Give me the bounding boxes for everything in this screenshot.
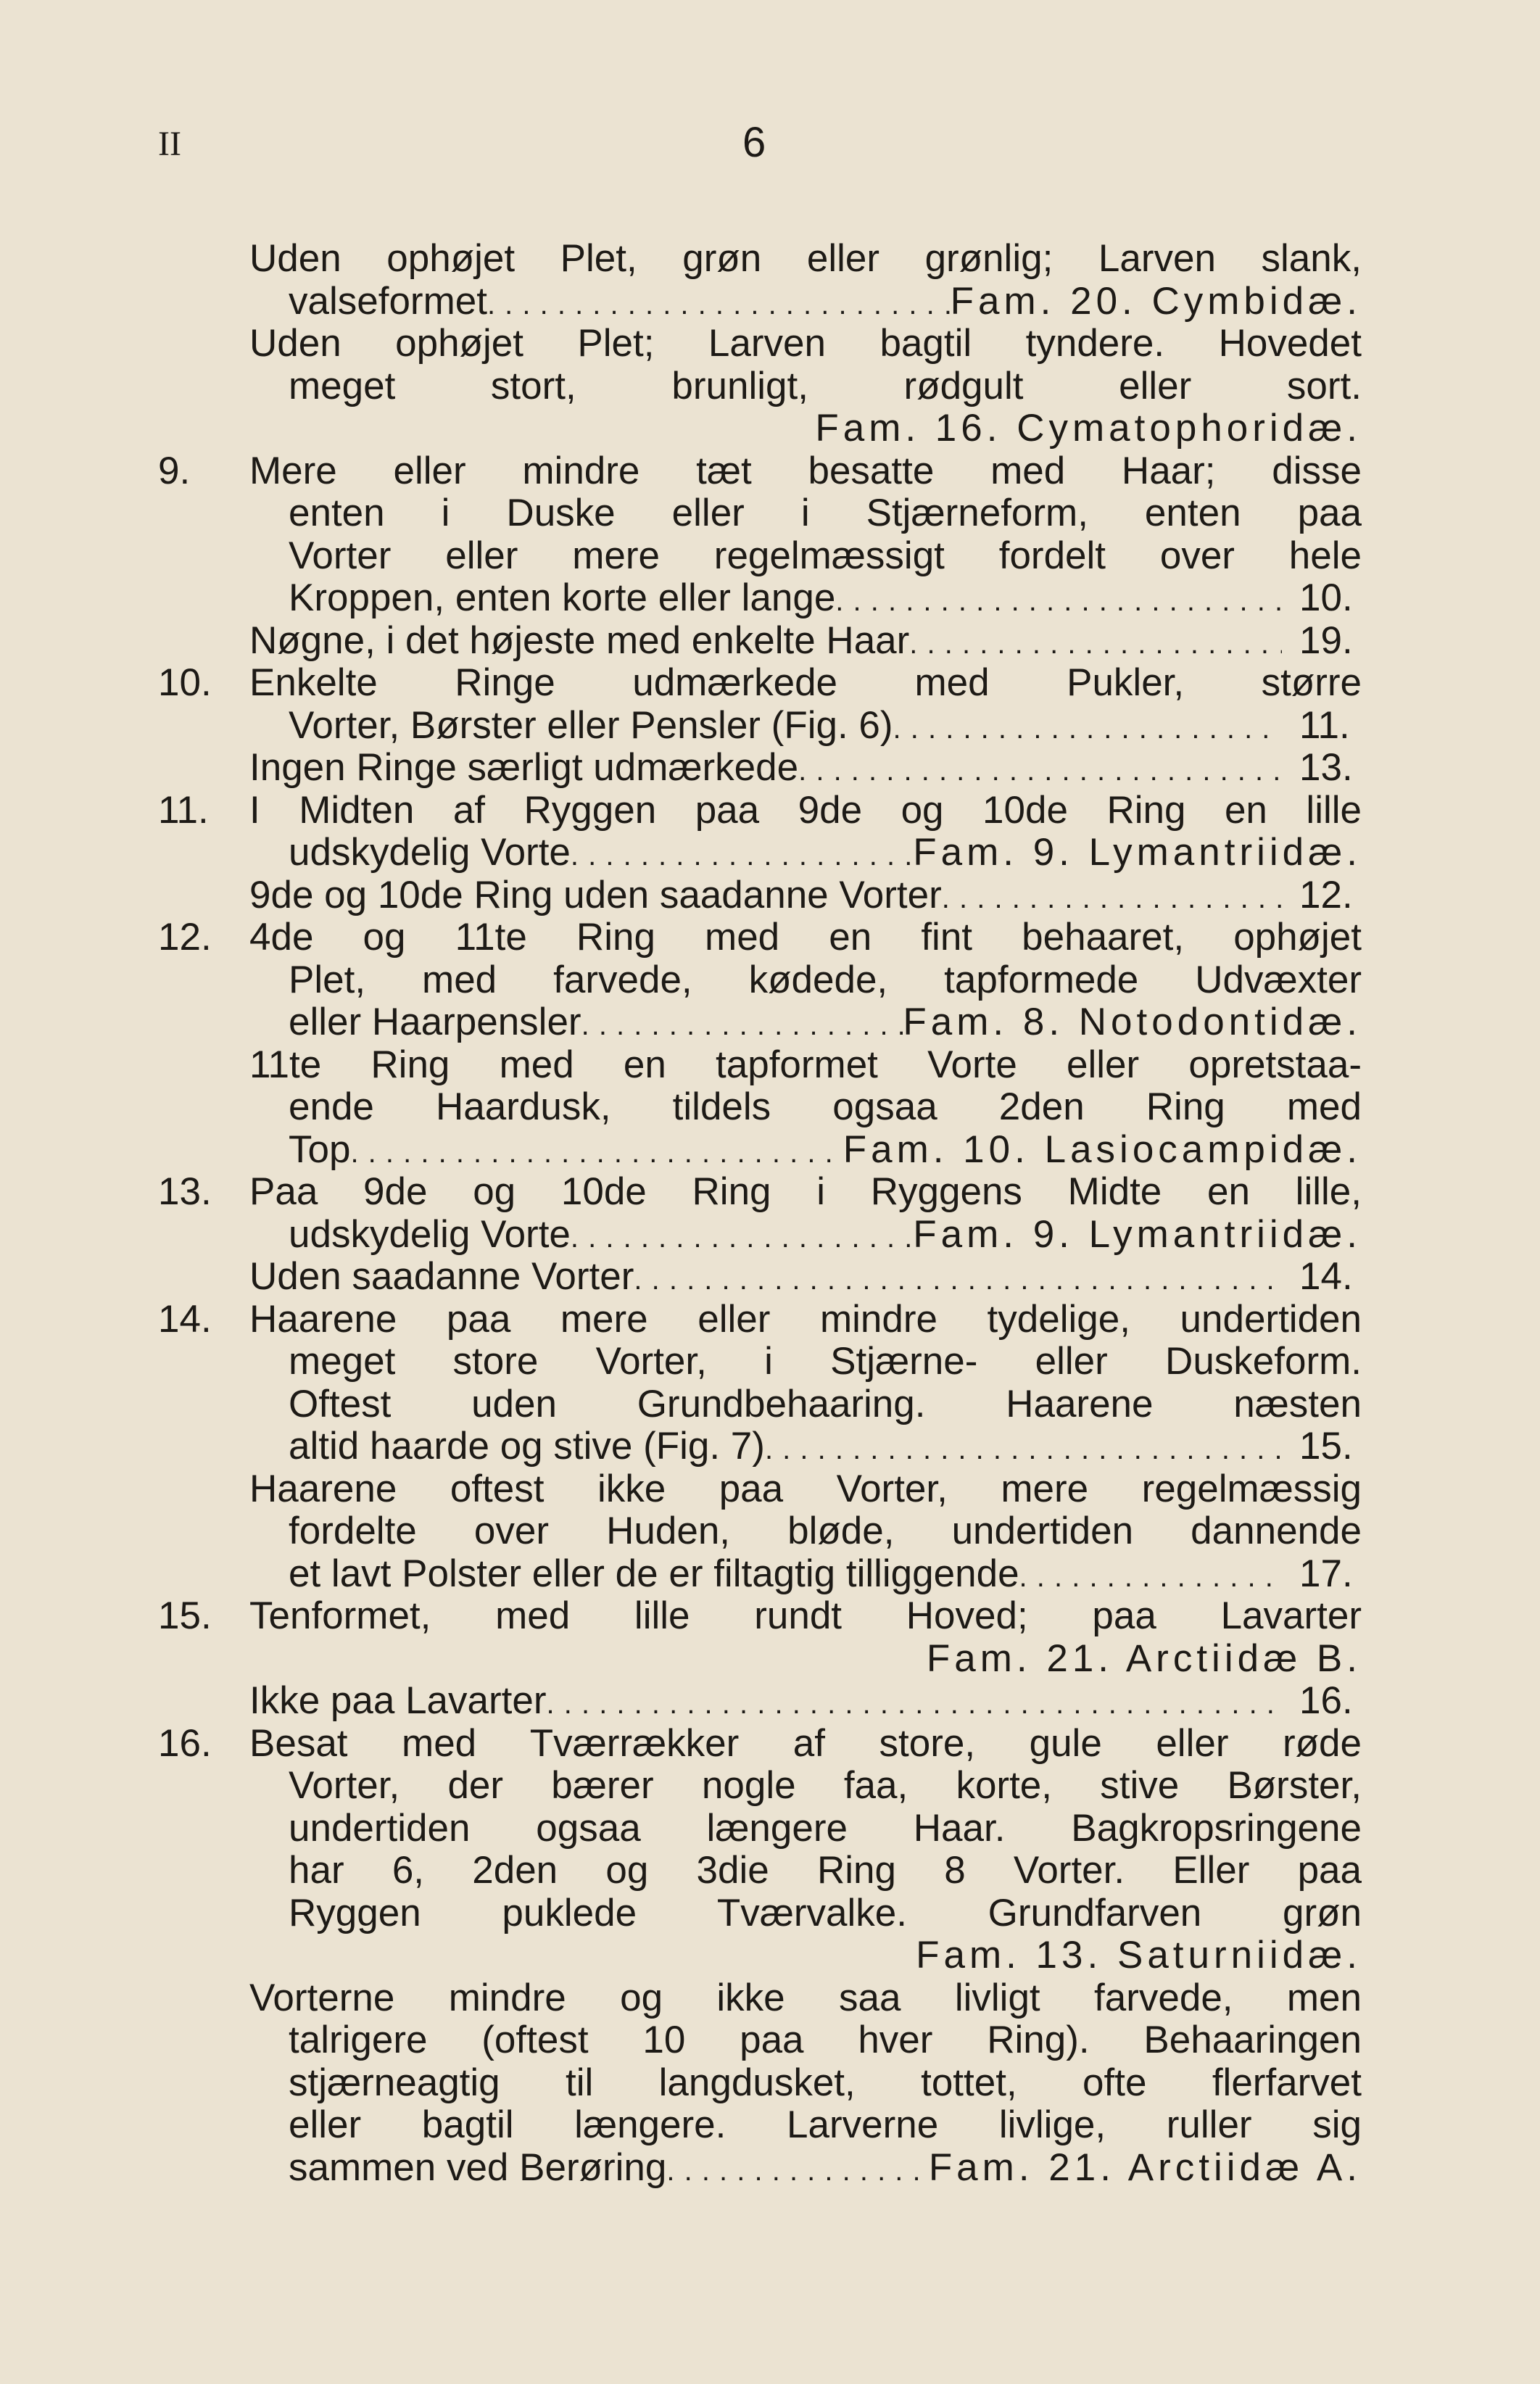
key-line (158, 1129, 1362, 1172)
key-line-body (289, 577, 1362, 623)
key-line-body (289, 492, 1362, 535)
family-reference: Fam. 9. Lymantriidæ. (913, 831, 1362, 874)
key-text: Vorter, Børster eller Pensler (Fig. 6) (289, 703, 893, 747)
key-text: udskydelig Vorte (289, 831, 571, 874)
family-reference: Fam. 9. Lymantriidæ. (913, 1212, 1362, 1256)
key-line-body (289, 1892, 1362, 1935)
key-line-body (249, 662, 1362, 705)
key-text: talrigere (oftest 10 paa hver Ring). Behaaringen (289, 2019, 1362, 2061)
key-line-body (289, 1129, 1362, 1175)
family-reference: Fam. 20. Cymbidæ. (950, 279, 1362, 323)
key-line-body (289, 1553, 1362, 1599)
couplet-reference: 17. (1299, 1552, 1353, 1595)
family-reference: Fam. 10. Lasiocampidæ. (843, 1127, 1362, 1171)
key-line-body (249, 1977, 1362, 2020)
key-text: meget stort, brunligt, rødgult eller sort. (289, 364, 1362, 407)
key-text: valseformet (289, 279, 487, 323)
key-line (158, 2019, 1362, 2062)
dot-leader (835, 577, 1282, 623)
key-line-body (289, 2062, 1362, 2105)
key-line (158, 1214, 1362, 1257)
key-text: Plet, med farvede, kødede, tapformede Udvæxter (289, 958, 1362, 1001)
key-line (158, 620, 1362, 663)
key-line-body (249, 874, 1362, 920)
dot-leader (547, 1680, 1282, 1726)
couplet-reference: 12. (1299, 873, 1353, 916)
key-line-body (289, 1425, 1362, 1471)
key-text: I Midten af Ryggen paa 9de og 10de Ring en lille (249, 788, 1362, 832)
key-line (158, 1044, 1362, 1087)
key-line-body (249, 1934, 1362, 1977)
couplet-number: 16. (158, 1721, 212, 1765)
identification-key (158, 238, 1362, 2189)
key-text: Nøgne, i det højeste med enkelte Haar (249, 618, 910, 662)
key-line-body (249, 790, 1362, 832)
key-text: enten i Duske eller i Stjærneform, enten paa (289, 492, 1362, 534)
key-text: Enkelte Ringe udmærkede med Pukler, større (249, 661, 1362, 704)
key-line (158, 662, 1362, 705)
key-line (158, 1086, 1362, 1129)
key-line (158, 2104, 1362, 2147)
key-line-body (289, 959, 1362, 1002)
key-line (158, 281, 1362, 323)
key-line-body (249, 323, 1362, 365)
key-text: Oftest uden Grundbehaaring. Haarene næsten (289, 1382, 1362, 1425)
key-line-body (289, 1086, 1362, 1129)
key-line-body (249, 1595, 1362, 1638)
key-line (158, 1510, 1362, 1553)
key-text: Vorter, der bærer nogle faa, korte, stive Børster, (289, 1764, 1362, 1807)
page-number: 6 (742, 119, 766, 166)
couplet-reference: 10. (1299, 576, 1353, 619)
couplet-reference: 13. (1299, 746, 1353, 789)
key-line (158, 577, 1362, 620)
key-line (158, 1171, 1362, 1214)
key-line-body (249, 747, 1362, 792)
key-line-body (289, 1765, 1362, 1808)
key-line (158, 1765, 1362, 1808)
key-text: stjærneagtig til langdusket, tottet, ofte flerfarvet (289, 2061, 1362, 2104)
key-line (158, 705, 1362, 748)
key-line (158, 747, 1362, 790)
key-text: 4de og 11te Ring med en fint behaaret, ophøjet (249, 916, 1362, 959)
key-line (158, 1638, 1362, 1681)
key-line-body (289, 1214, 1362, 1259)
key-line-body (289, 1808, 1362, 1850)
key-text: Kroppen, enten korte eller lange (289, 576, 836, 619)
key-line-body (289, 832, 1362, 877)
family-reference: Fam. 8. Notodontidæ. (903, 1001, 1362, 1043)
dot-leader (634, 1256, 1282, 1301)
family-reference: Fam. 21. Arctiidæ A. (928, 2145, 1362, 2189)
key-line-body (249, 1171, 1362, 1214)
key-line-body (289, 2147, 1362, 2193)
key-line (158, 1468, 1362, 1511)
key-line-body (249, 620, 1362, 666)
key-line (158, 1001, 1362, 1044)
dot-leader (798, 747, 1282, 792)
key-line-body (249, 407, 1362, 450)
family-reference: Fam. 16. Cymatophoridæ. (815, 407, 1362, 450)
key-line (158, 1299, 1362, 1341)
key-line (158, 1934, 1362, 1977)
key-text: Haarene paa mere eller mindre tydelige, undertiden (249, 1297, 1362, 1341)
key-text: et lavt Polster eller de er filtagtig tilliggende (289, 1552, 1019, 1595)
couplet-number: 12. (158, 916, 212, 959)
key-text: eller bagtil længere. Larverne livlige, ruller sig (289, 2103, 1362, 2146)
key-text: Uden saadanne Vorter (249, 1255, 634, 1298)
dot-leader (909, 620, 1282, 666)
section-marker: II (158, 125, 181, 163)
key-line (158, 1341, 1362, 1383)
key-line-body (289, 365, 1362, 408)
key-text: 11te Ring med en tapformet Vorte eller opretstaa- (249, 1043, 1362, 1086)
key-line-body (289, 1383, 1362, 1426)
dot-leader (1019, 1553, 1282, 1599)
key-line (158, 832, 1362, 874)
key-line-body (289, 281, 1362, 326)
key-line (158, 450, 1362, 493)
dot-leader (571, 832, 913, 877)
key-line-body (249, 1680, 1362, 1726)
key-text: Ingen Ringe særligt udmærkede (249, 746, 799, 789)
dot-leader (942, 874, 1282, 920)
couplet-reference: 16. (1299, 1679, 1353, 1722)
key-text: sammen ved Berøring (289, 2145, 667, 2189)
key-line (158, 323, 1362, 365)
key-text: fordelte over Huden, bløde, undertiden dannende (289, 1510, 1362, 1552)
couplet-number: 13. (158, 1170, 212, 1213)
couplet-reference: 19. (1299, 618, 1353, 662)
key-text: Haarene oftest ikke paa Vorter, mere regelmæssig (249, 1467, 1362, 1510)
key-line-body (289, 705, 1362, 750)
key-line-body (289, 1341, 1362, 1383)
key-text: 9de og 10de Ring uden saadanne Vorter (249, 873, 942, 916)
key-line (158, 1425, 1362, 1468)
dot-leader (487, 281, 951, 326)
key-line-body (249, 1256, 1362, 1301)
key-line-body (249, 1044, 1362, 1087)
dot-leader (350, 1129, 843, 1175)
key-line (158, 1680, 1362, 1723)
key-text: eller Haarpensler (289, 1001, 581, 1043)
key-line-body (289, 535, 1362, 578)
key-text: Paa 9de og 10de Ring i Ryggens Midte en lille, (249, 1170, 1362, 1213)
dot-leader (581, 1001, 903, 1047)
key-text: Mere eller mindre tæt besatte med Haar; disse (249, 449, 1362, 492)
key-line (158, 365, 1362, 408)
key-text: Top (289, 1127, 351, 1171)
key-text: har 6, 2den og 3die Ring 8 Vorter. Eller paa (289, 1849, 1362, 1892)
key-line (158, 916, 1362, 959)
key-text: Uden ophøjet Plet, grøn eller grønlig; Larven slank, (249, 237, 1362, 280)
key-line (158, 1383, 1362, 1426)
key-text: Tenformet, med lille rundt Hoved; paa Lavarter (249, 1594, 1362, 1637)
key-text: Besat med Tværrækker af store, gule eller røde (249, 1721, 1362, 1765)
key-line-body (249, 1468, 1362, 1511)
key-line (158, 2062, 1362, 2105)
key-line (158, 238, 1362, 281)
key-line-body (249, 450, 1362, 493)
key-line (158, 407, 1362, 450)
key-text: Ikke paa Lavarter (249, 1679, 547, 1722)
couplet-number: 11. (158, 788, 209, 832)
key-line (158, 1723, 1362, 1766)
key-line (158, 1595, 1362, 1638)
key-line-body (249, 1299, 1362, 1341)
couplet-reference: 15. (1299, 1425, 1353, 1468)
key-text: Ryggen puklede Tværvalke. Grundfarven grøn (289, 1891, 1362, 1934)
key-text: Uden ophøjet Plet; Larven bagtil tyndere. Hovedet (249, 322, 1362, 365)
couplet-number: 14. (158, 1297, 212, 1341)
key-text: ende Haardusk, tildels ogsaa 2den Ring med (289, 1085, 1362, 1128)
key-line (158, 1977, 1362, 2020)
family-reference: Fam. 13. Saturniidæ. (916, 1934, 1362, 1977)
key-text: Vorterne mindre og ikke saa livligt farvede, men (249, 1976, 1362, 2019)
key-line (158, 1553, 1362, 1596)
dot-leader (765, 1425, 1282, 1471)
couplet-number: 15. (158, 1594, 212, 1637)
key-line (158, 1808, 1362, 1850)
key-text: undertiden ogsaa længere Haar. Bagkropsringene (289, 1806, 1362, 1850)
key-line-body (289, 2104, 1362, 2147)
key-line-body (249, 1638, 1362, 1681)
key-text: Vorter eller mere regelmæssigt fordelt over hele (289, 534, 1362, 577)
dot-leader (893, 705, 1282, 750)
key-line-body (249, 238, 1362, 281)
key-line-body (289, 1510, 1362, 1553)
key-line (158, 535, 1362, 578)
key-line (158, 874, 1362, 917)
couplet-reference: 14. (1299, 1255, 1353, 1298)
key-line-body (249, 1723, 1362, 1766)
key-line (158, 1892, 1362, 1935)
key-line (158, 790, 1362, 832)
key-line (158, 2147, 1362, 2190)
key-line-body (249, 916, 1362, 959)
key-line-body (289, 2019, 1362, 2062)
key-line-body (289, 1850, 1362, 1892)
key-line (158, 1256, 1362, 1299)
couplet-number: 9. (158, 449, 191, 492)
family-reference: Fam. 21. Arctiidæ B. (926, 1636, 1362, 1680)
key-line (158, 492, 1362, 535)
key-line (158, 1850, 1362, 1892)
couplet-number: 10. (158, 661, 212, 704)
key-line (158, 959, 1362, 1002)
key-text: altid haarde og stive (Fig. 7) (289, 1425, 765, 1468)
dot-leader (666, 2147, 928, 2193)
key-text: meget store Vorter, i Stjærne- eller Duskeform. (289, 1340, 1362, 1383)
dot-leader (571, 1214, 913, 1259)
key-line-body (289, 1001, 1362, 1047)
key-text: udskydelig Vorte (289, 1212, 571, 1256)
couplet-reference: 11. (1299, 703, 1350, 747)
